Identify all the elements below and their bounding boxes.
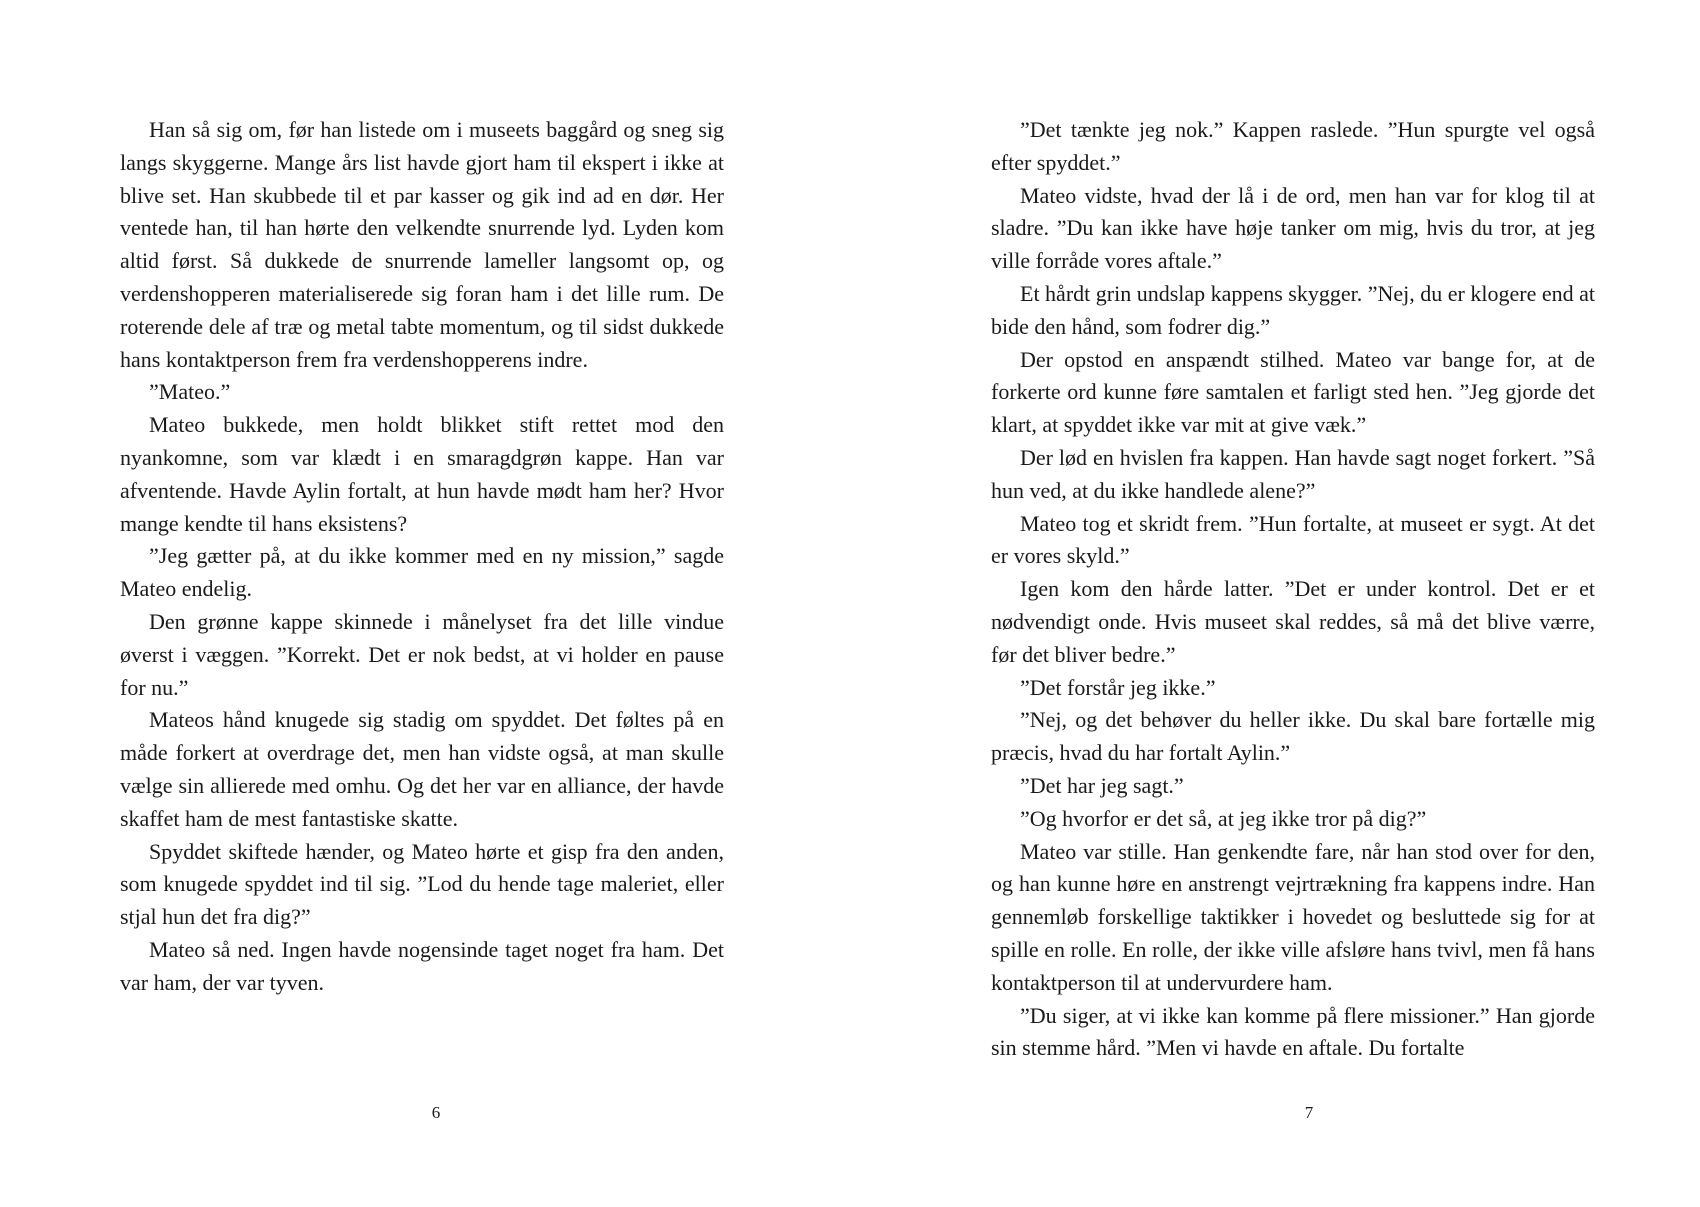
paragraph: Mateo tog et skridt frem. ”Hun fortalte, at museet er sygt. At det er vores skyld.” <box>991 510 1595 569</box>
page-number-right: 7 <box>1304 1103 1314 1122</box>
paragraph: Et hårdt grin undslap kappens skygger. ”Nej, du er klogere end at bide den hånd, som fodrer dig.” <box>991 280 1595 339</box>
right-page <box>850 0 1700 1207</box>
left-page-text <box>120 114 724 1000</box>
paragraph: Mateo så ned. Ingen havde nogensinde taget noget fra ham. Det var ham, der var tyven. <box>120 936 724 995</box>
paragraph: ”Det har jeg sagt.” <box>1020 772 1184 798</box>
page-number-left: 6 <box>431 1103 441 1122</box>
paragraph: ”Og hvorfor er det så, at jeg ikke tror på dig?” <box>1020 805 1427 831</box>
paragraph: Der lød en hvislen fra kappen. Han havde sagt noget forkert. ”Så hun ved, at du ikke handlede alene?” <box>991 444 1595 503</box>
paragraph: Mateo bukkede, men holdt blikket stift rettet mod den nyankomne, som var klædt i en smaragdgrøn kappe. Han var afventende. Havde Aylin fortalt, at hun havde mødt ham her? Hvor mange kendte til hans eksistens? <box>120 412 724 536</box>
paragraph: ”Det tænkte jeg nok.” Kappen raslede. ”Hun spurgte vel også efter spyddet.” <box>991 117 1595 175</box>
paragraph: Spyddet skiftede hænder, og Mateo hørte et gisp fra den anden, som knugede spyddet ind til sig. ”Lod du hende tage maleriet, eller stjal hun det fra dig?” <box>120 838 724 930</box>
right-page-text <box>991 114 1595 1065</box>
paragraph: ”Jeg gætter på, at du ikke kommer med en ny mission,” sagde Mateo endelig. <box>120 543 724 602</box>
paragraph: ”Det forstår jeg ikke.” <box>1020 674 1216 700</box>
paragraph: Han så sig om, før han listede om i museets baggård og sneg sig langs skyggerne. Mange års list havde gjort ham til ekspert i ikke at blive set. Han skubbede til et par kasser og gik ind ad en dør. Her ventede han, til han hørte den velkendte snurrende lyd. Lyden kom altid først. Så dukkede de snurrende lameller langsomt op, og verdenshopperen materialiserede sig foran ham i det lille rum. De roterende dele af træ og metal tabte momentum, og til sidst dukkede hans kontaktperson frem fra verdenshopperens indre. <box>120 117 724 372</box>
paragraph: Mateo var stille. Han genkendte fare, når han stod over for den, og han kunne høre en anstrengt vejrtrækning fra kappens indre. Han gennemløb forskellige taktikker i hovedet og besluttede sig for at spille en rolle. En rolle, der ikke ville afsløre hans tvivl, men få hans kontaktperson til at undervurdere ham. <box>991 838 1595 995</box>
paragraph: ”Du siger, at vi ikke kan komme på flere missioner.” Han gjorde sin stemme hård. ”Men vi havde en aftale. Du fortalte <box>991 1002 1595 1061</box>
paragraph: Mateo vidste, hvad der lå i de ord, men han var for klog til at sladre. ”Du kan ikke have høje tanker om mig, hvis du tror, at jeg ville forråde vores aftale.” <box>991 182 1595 274</box>
paragraph: Den grønne kappe skinnede i månelyset fra det lille vindue øverst i væggen. ”Korrekt. Det er nok bedst, at vi holder en pause for nu.” <box>120 608 724 700</box>
paragraph: Der opstod en anspændt stilhed. Mateo var bange for, at de forkerte ord kunne føre samtalen et farligt sted hen. ”Jeg gjorde det klart, at spyddet ikke var mit at give væk.” <box>991 346 1595 438</box>
paragraph: Igen kom den hårde latter. ”Det er under kontrol. Det er et nødvendigt onde. Hvis museet skal reddes, så må det blive værre, før det bliver bedre.” <box>991 576 1595 667</box>
paragraph: ”Mateo.” <box>149 379 231 405</box>
paragraph: Mateos hånd knugede sig stadig om spyddet. Det føltes på en måde forkert at overdrage det, men han vidste også, at man skulle vælge sin allierede med omhu. Og det her var en alliance, der havde skaffet ham de mest fantastiske skatte. <box>120 707 724 831</box>
paragraph: ”Nej, og det behøver du heller ikke. Du skal bare fortælle mig præcis, hvad du har fortalt Aylin.” <box>991 707 1595 766</box>
